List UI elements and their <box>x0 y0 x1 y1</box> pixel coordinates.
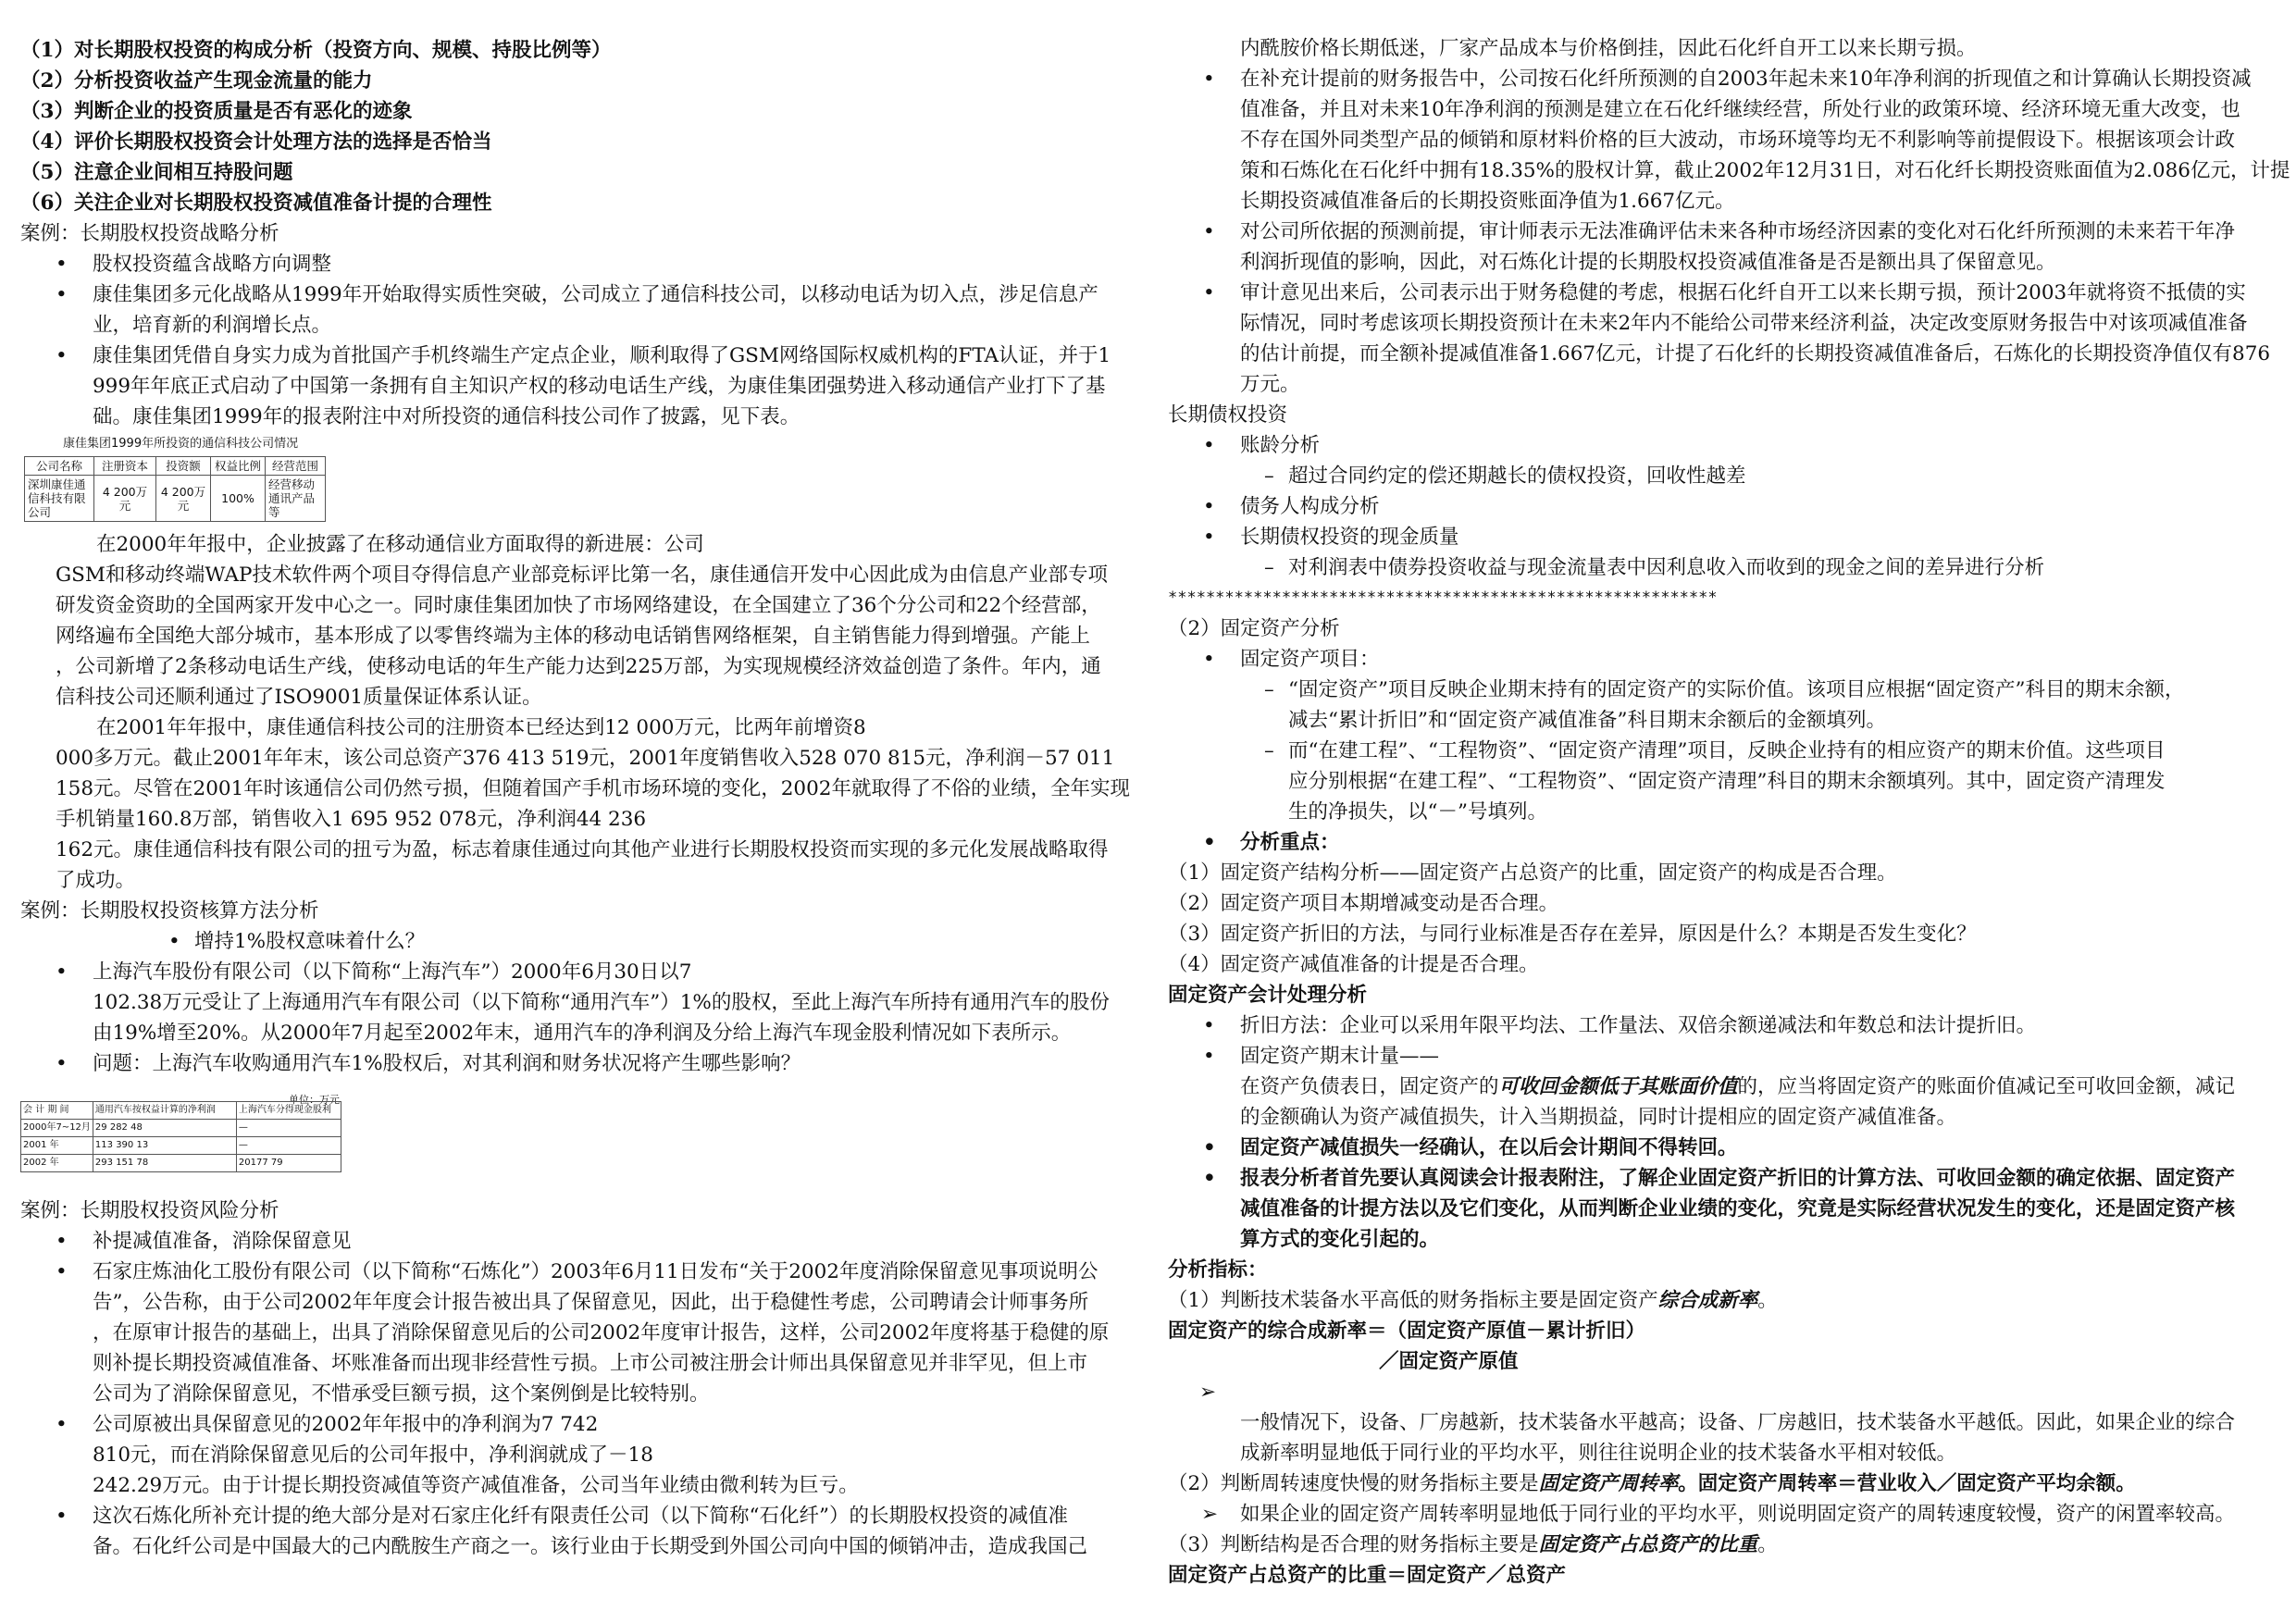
text-line: • 审计意见出来后，公司表示出于财务稳健的考虑，根据石化纤自开工以来长期亏损，预计2003年就将资不抵债的实 <box>1240 281 2246 304</box>
emphasis-text: 固定资产周转率 <box>1538 1472 1679 1495</box>
heading-item-5: （5）注意企业间相互持股问题 <box>20 161 293 184</box>
case-accounting-bullet-2: • 问题：上海汽车收购通用汽车1%股权后，对其利润和财务状况将产生哪些影响？ <box>20 1048 1142 1079</box>
case-strategy-title: 案例：长期股权投资战略分析 <box>20 222 279 245</box>
text-line: 减去“累计折旧”和“固定资产减值准备”科目期末余额后的金额填列。 <box>1288 709 1886 732</box>
table-row <box>21 1120 341 1137</box>
text-span: （2）判断周转速度快慢的财务指标主要是 <box>1168 1472 1539 1495</box>
heading-item-1: （1）对长期股权投资的构成分析（投资方向、规模、持股比例等） <box>20 39 612 62</box>
text-line: 在2001年年报中，康佳通信科技公司的注册资本已经达到12 000万元，比两年前增资8 <box>96 716 866 739</box>
table-header-cell: 公司名称 <box>25 457 94 476</box>
table-row <box>21 1155 341 1172</box>
text-line: 减值准备的计提方法以及它们变化，从而判断企业业绩的变化，究竟是实际经营状况发生的变化，还是固定资产核 <box>1240 1197 2236 1220</box>
text-span: 。 <box>1757 1289 1778 1312</box>
indicator-2 <box>1168 1468 2278 1499</box>
text-span: 如果企业的固定资产周转率明显地低于同行业的平均水平，则说明固定资产的周转速度较慢，资产的闲置率较高。 <box>1240 1503 2236 1526</box>
text-line: GSM和移动终端WAP技术软件两个项目夺得信息产业部竞标评比第一名，康佳通信开发中心因此成为由信息产业部专项 <box>56 564 1108 587</box>
focus-item-1: （1）固定资产结构分析——固定资产占总资产的比重，固定资产的构成是否合理。 <box>1168 861 1897 885</box>
text-line: – “固定资产”项目反映企业期末持有的固定资产的实际价值。该项目应根据“固定资产”科目的期末余额， <box>1288 678 2185 701</box>
bond-bullet-aging: • 账龄分析 <box>1168 430 2278 461</box>
table-cell: 20177 79 <box>236 1155 341 1172</box>
table-cell: 100% <box>211 476 266 522</box>
case-strategy-bullet-3 <box>20 341 1142 432</box>
table-header-cell: 经营范围 <box>266 457 326 476</box>
text-span: 。固定资产周转率＝营业收入／固定资产平均余额。 <box>1678 1472 2136 1495</box>
text-line: 础。康佳集团1999年的报表附注中对所投资的通信科技公司作了披露，见下表。 <box>93 405 800 428</box>
fixed-assets-dash-2 <box>1168 736 2278 827</box>
arrow-bullet-turnover <box>1168 1499 2278 1530</box>
heading-item-6: （6）关注企业对长期股权投资减值准备计提的合理性 <box>20 192 492 215</box>
table-header-cell: 上海汽车分得现金股利 <box>236 1102 341 1120</box>
formula-renewal-rate: 固定资产的综合成新率＝（固定资产原值－累计折旧） <box>1168 1319 1646 1343</box>
focus-item-4: （4）固定资产减值准备的计提是否合理。 <box>1168 953 1539 976</box>
risk-bullet-6 <box>1168 217 2278 278</box>
paragraph-2000 <box>20 529 1142 712</box>
table-row <box>21 1137 341 1155</box>
case-risk-bullet-4 <box>20 1501 1142 1562</box>
text-line: 长期投资减值准备后的长期投资账面净值为1.667亿元。 <box>1240 190 1735 213</box>
text-line: • 上海汽车股份有限公司（以下简称“上海汽车”）2000年6月30日以7 <box>93 960 692 984</box>
text-line: 值准备，并且对未来10年净利润的预测是建立在石化纤继续经营，所处行业的政策环境、经济环境无重大改变，也 <box>1240 98 2240 121</box>
case-risk-bullet-1: • 补提减值准备，消除保留意见 <box>20 1226 1142 1257</box>
risk-bullet-7 <box>1168 278 2278 400</box>
text-line: 的金额确认为资产减值损失，计入当期损益，同时计提相应的固定资产减值准备。 <box>1240 1106 1957 1129</box>
text-line: • 报表分析者首先要认真阅读会计报表附注，了解企业固定资产折旧的计算方法、可收回金额的确定依据、固定资产 <box>1240 1167 2236 1190</box>
indicator-3 <box>1168 1530 2278 1560</box>
text-line: 应分别根据“在建工程”、“工程物资”、“固定资产清理”科目的期末余额填列。其中，固定资产清理发 <box>1288 770 2166 793</box>
indicators-title: 分析指标： <box>1168 1258 1268 1282</box>
subtitle-text: 增持1%股权意味着什么？ <box>194 930 426 953</box>
formula-renewal-rate-denominator: ／固定资产原值 <box>1379 1350 1519 1373</box>
table-header-cell: 权益比例 <box>211 457 266 476</box>
measurement-line-1 <box>1168 1072 2278 1102</box>
text-span: （3）判断结构是否合理的财务指标主要是 <box>1168 1533 1539 1556</box>
emphasis-text: 可收回金额低于其账面价值 <box>1498 1075 1738 1098</box>
table-header-cell: 投资额 <box>156 457 211 476</box>
text-line: 一般情况下，设备、厂房越新，技术装备水平越高；设备、厂房越旧，技术装备水平越低。因此，如果企业的综合 <box>1240 1411 2236 1434</box>
paragraph-2001 <box>20 712 1142 896</box>
fixed-assets-title: （2）固定资产分析 <box>1168 617 1340 640</box>
bond-bullet-cash-quality: • 长期债权投资的现金质量 <box>1168 522 2278 552</box>
text-line: 际情况，同时考虑该项长期投资预计在未来2年内不能给公司带来经济利益，决定改变原财务报告中对该项减值准备 <box>1240 312 2248 335</box>
table-konka-title: 康佳集团1999年所投资的通信科技公司情况 <box>63 437 299 451</box>
heading-item-2: （2）分析投资收益产生现金流量的能力 <box>20 69 373 93</box>
star-divider: ********************************************************** <box>1168 588 1718 607</box>
text-line: – 而“在建工程”、“工程物资”、“固定资产清理”项目，反映企业持有的相应资产的期末价值。这些项目 <box>1288 739 2166 762</box>
table-gm <box>20 1101 341 1172</box>
text-line: 信科技公司还顺利通过了ISO9001质量保证体系认证。 <box>56 686 542 709</box>
text-line: 算方式的变化引起的。 <box>1240 1228 1440 1251</box>
text-line: 网络遍布全国绝大部分城市，基本形成了以零售终端为主体的移动电话销售网络框架，自主销售能力得到增强。产能上 <box>56 625 1091 648</box>
table-cell: 2001 年 <box>21 1137 93 1155</box>
bond-dash-cash: – 对利润表中债券投资收益与现金流量表中因利息收入而收到的现金之间的差异进行分析 <box>1168 552 2278 583</box>
table-cell: 4 200万元 <box>94 476 156 522</box>
text-line: 999年年底正式启动了中国第一条拥有自主知识产权的移动电话生产线，为康佳集团强势进入移动通信产业打下了基 <box>93 375 1106 398</box>
text-line: 102.38万元受让了上海通用汽车有限公司（以下简称“通用汽车”）1%的股权，至此上海汽车所持有通用汽车的股份 <box>93 991 1110 1014</box>
table-cell: 4 200万元 <box>156 476 211 522</box>
text-line: ，公司新增了2条移动电话生产线，使移动电话的年生产能力达到225万部，为实现规模经济效益创造了条件。年内，通 <box>56 655 1101 678</box>
accounting-bullet-notes <box>1168 1163 2278 1255</box>
text-line: 则补提长期投资减值准备、坏账准备而出现非经营性亏损。上市公司被注册会计师出具保留意见并非罕见，但上市 <box>93 1352 1088 1375</box>
table-row <box>25 476 326 522</box>
text-line: 810元，而在消除保留意见后的公司年报中，净利润就成了－18 <box>93 1443 653 1467</box>
text-line: 成新率明显地低于同行业的平均水平，则往往说明企业的技术装备水平相对较低。 <box>1240 1442 1957 1465</box>
text-line: • 对公司所依据的预测前提，审计师表示无法准确评估未来各种市场经济因素的变化对石化纤所预测的未来若干年净 <box>1240 220 2236 243</box>
text-line: 研发资金资助的全国两家开发中心之一。同时康佳集团加快了市场网络建设，在全国建立了36个分公司和22个经营部， <box>56 594 1101 617</box>
table-cell: 2002 年 <box>21 1155 93 1172</box>
table-cell: 29 282 48 <box>93 1120 236 1137</box>
table-gm-wrapper <box>20 1084 354 1186</box>
text-line: • 在补充计提前的财务报告中，公司按石化纤所预测的自2003年起未来10年净利润的折现值之和计算确认长期投资减 <box>1240 68 2252 91</box>
text-line: 利润折现值的影响，因此，对石炼化计提的长期股权投资减值准备是否是额出具了保留意见。 <box>1240 251 2056 274</box>
text-line: 000多万元。截止2001年年末，该公司总资产376 413 519元，2001年度销售收入528 070 815元，净利润－57 011 <box>56 747 1115 770</box>
arrow-bullet-icon: ➢ <box>1201 1503 1219 1526</box>
table-header-row <box>21 1102 341 1120</box>
case-accounting-title: 案例：长期股权投资核算方法分析 <box>20 899 319 923</box>
table-header-cell: 会 计 期 间 <box>21 1102 93 1120</box>
text-span: 。 <box>1757 1533 1778 1556</box>
table-unit-label: 单位：万元 <box>289 1094 340 1106</box>
risk-bullet-5 <box>1168 64 2290 217</box>
heading-item-4: （4）评价长期股权投资会计处理方法的选择是否恰当 <box>20 130 492 154</box>
text-line: 万元。 <box>1240 373 1300 396</box>
table-cell: 经营移动通讯产品等 <box>266 476 326 522</box>
text-span: 的，应当将固定资产的账面价值减记至可收回金额，减记 <box>1737 1075 2236 1098</box>
emphasis-text: 固定资产占总资产的比重 <box>1538 1533 1758 1556</box>
formula-fixed-asset-ratio: 固定资产占总资产的比重＝固定资产／总资产 <box>1168 1564 1567 1587</box>
text-line: 备。石化纤公司是中国最大的己内酰胺生产商之一。该行业由于长期受到外国公司向中国的倾销冲击，造成我国己 <box>93 1535 1088 1558</box>
fixed-assets-bullet-focus: • 分析重点： <box>1168 827 2278 858</box>
bond-investment-title: 长期债权投资 <box>1168 403 1288 427</box>
case-strategy-bullet-1: • 股权投资蕴含战略方向调整 <box>20 249 1142 279</box>
case-strategy-bullet-2 <box>20 279 1142 341</box>
text-line: 内酰胺价格长期低迷，厂家产品成本与价格倒挂，因此石化纤自开工以来长期亏损。 <box>1240 37 1977 60</box>
case-accounting-bullet-1 <box>20 957 1142 1048</box>
table-header-cell: 注册资本 <box>94 457 156 476</box>
accounting-bullet-no-reversal: • 固定资产减值损失一经确认，在以后会计期间不得转回。 <box>1168 1133 2278 1163</box>
table-cell: 深圳康佳通信科技有限公司 <box>25 476 94 522</box>
text-line: 由19%增至20%。从2000年7月起至2002年末，通用汽车的净利润及分给上海汽车现金股利情况如下表所示。 <box>93 1022 1072 1045</box>
accounting-treatment-title: 固定资产会计处理分析 <box>1168 984 1368 1007</box>
table-cell: — <box>236 1120 341 1137</box>
case-accounting-subtitle <box>20 926 1142 957</box>
table-header-cell: 通用汽车按权益计算的净利润 <box>93 1102 236 1120</box>
indicator-1 <box>1168 1285 2278 1316</box>
text-line: 生的净损失，以“－”号填列。 <box>1288 800 1547 824</box>
text-line: 业，培育新的利润增长点。 <box>93 314 332 337</box>
table-cell: — <box>236 1137 341 1155</box>
left-column <box>20 35 1142 1562</box>
text-line: 162元。康佳通信科技有限公司的扭亏为盈，标志着康佳通过向其他产业进行长期股权投资而实现的多元化发展战略取得 <box>56 838 1109 861</box>
accounting-bullet-measurement: • 固定资产期末计量—— <box>1168 1041 2278 1072</box>
text-line: 策和石炼化在石化纤中拥有18.35%的股权计算，截止2002年12月31日，对石化纤长期投资账面值为2.086亿元，计提 <box>1240 159 2290 182</box>
right-column <box>1168 33 2290 1591</box>
focus-item-2: （2）固定资产项目本期增减变动是否合理。 <box>1168 892 1559 915</box>
text-line: 手机销量160.8万部，销售收入1 695 952 078元，净利润44 236 <box>56 808 647 831</box>
text-line: • 这次石炼化所补充计提的绝大部分是对石家庄化纤有限责任公司（以下简称“石化纤”）的长期股权投资的减值准 <box>93 1505 1068 1528</box>
bullet-dot: • <box>168 930 180 953</box>
text-line: • 康佳集团多元化战略从1999年开始取得实质性突破，公司成立了通信科技公司，以移动电话为切入点，涉足信息产 <box>93 283 1098 306</box>
fixed-assets-dash-1 <box>1168 675 2278 736</box>
text-line: 告”，公告称，由于公司2002年年度会计报告被出具了保留意见，因此，出于稳健性考虑，公司聘请会计师事务所 <box>93 1291 1089 1314</box>
text-span: 在资产负债表日，固定资产的 <box>1240 1075 1499 1098</box>
fixed-assets-bullet-items: • 固定资产项目： <box>1168 644 2278 675</box>
table-cell: 113 390 13 <box>93 1137 236 1155</box>
accounting-bullet-depreciation: • 折旧方法：企业可以采用年限平均法、工作量法、双倍余额递减法和年数总和法计提折旧。 <box>1168 1010 2278 1041</box>
text-line: • 公司原被出具保留意见的2002年年报中的净利润为7 742 <box>93 1413 599 1436</box>
table-header-row <box>25 457 326 476</box>
text-line: 不存在国外同类型产品的倾销和原材料价格的巨大波动，市场环境等均无不利影响等前提假设下。根据该项会计政 <box>1240 129 2236 152</box>
text-line: 了成功。 <box>56 869 136 892</box>
text-line: • 石家庄炼油化工股份有限公司（以下简称“石炼化”）2003年6月11日发布“关于2002年度消除保留意见事项说明公 <box>93 1260 1098 1283</box>
text-line: 的估计前提，而全额补提减值准备1.667亿元，计提了石化纤的长期投资减值准备后，石炼化的长期投资净值仅有876 <box>1240 342 2271 365</box>
case-risk-bullet-3 <box>20 1409 1142 1501</box>
case-risk-bullet-2 <box>20 1257 1142 1409</box>
text-line: 242.29万元。由于计提长期投资减值等资产减值准备，公司当年业绩由微利转为巨亏。 <box>93 1474 859 1497</box>
text-line: ，在原审计报告的基础上，出具了消除保留意见后的公司2002年度审计报告，这样，公司2002年度将基于稳健的原 <box>93 1321 1110 1344</box>
bond-dash-aging: – 超过合同约定的偿还期越长的债权投资，回收性越差 <box>1168 461 2278 491</box>
text-line: 158元。尽管在2001年时该通信公司仍然亏损，但随着国产手机市场环境的变化，2002年就取得了不俗的业绩，全年实现 <box>56 777 1130 800</box>
focus-item-3: （3）固定资产折旧的方法，与同行业标准是否存在差异，原因是什么？本期是否发生变化？ <box>1168 923 1977 946</box>
emphasis-text: 综合成新率 <box>1657 1289 1758 1312</box>
case-risk-title: 案例：长期股权投资风险分析 <box>20 1199 279 1222</box>
text-line: 在2000年年报中，企业披露了在移动通信业方面取得的新进展：公司 <box>96 533 704 556</box>
table-konka <box>24 456 326 522</box>
arrow-bullet-icon: ➢ <box>1199 1381 1217 1404</box>
text-line: 公司为了消除保留意见，不惜承受巨额亏损，这个案例倒是比较特别。 <box>93 1382 710 1406</box>
heading-item-3: （3）判断企业的投资质量是否有恶化的迹象 <box>20 100 413 123</box>
table-cell: 2000年7~12月 <box>21 1120 93 1137</box>
text-span: （1）判断技术装备水平高低的财务指标主要是固定资产 <box>1168 1289 1658 1312</box>
table-cell: 293 151 78 <box>93 1155 236 1172</box>
text-line: • 康佳集团凭借自身实力成为首批国产手机终端生产定点企业，顺利取得了GSM网络国际权威机构的FTA认证，并于1 <box>93 344 1111 367</box>
bond-bullet-debtor: • 债务人构成分析 <box>1168 491 2278 522</box>
